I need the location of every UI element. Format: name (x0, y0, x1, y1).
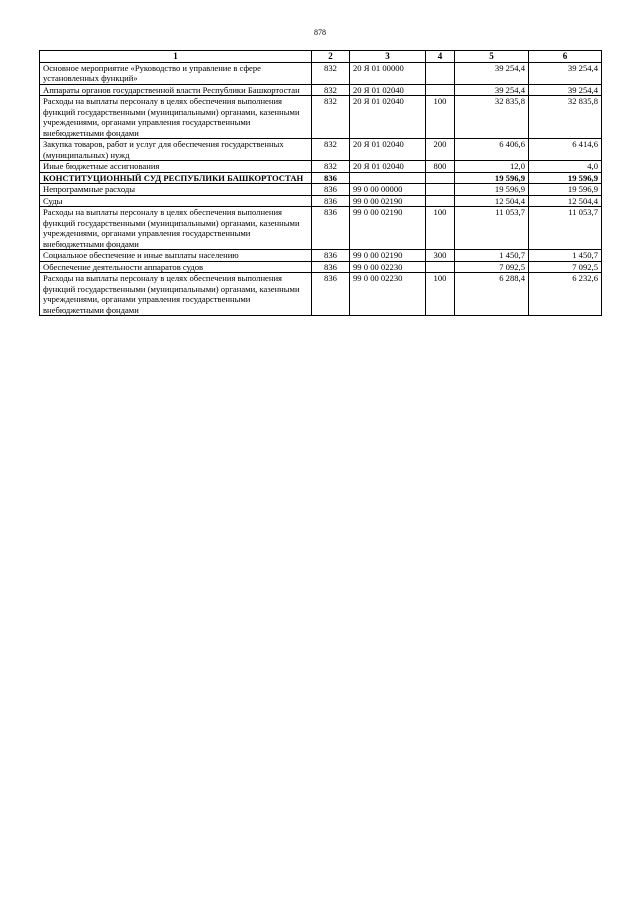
expense-type-cell (426, 84, 455, 96)
amount-cell: 6 414,6 (529, 139, 602, 161)
ministry-code-cell: 836 (312, 273, 350, 316)
target-article-cell: 99 0 00 02230 (350, 261, 426, 273)
target-article-cell: 99 0 00 02230 (350, 273, 426, 316)
table-row (40, 96, 602, 139)
amount-cell: 32 835,8 (455, 96, 529, 139)
amount-cell: 19 596,9 (529, 184, 602, 196)
amount-cell: 6 232,6 (529, 273, 602, 316)
expense-type-cell: 100 (426, 273, 455, 316)
amount-cell: 4,0 (529, 161, 602, 173)
amount-cell: 12 504,4 (455, 195, 529, 207)
row-name-cell: Социальное обеспечение и иные выплаты населению (40, 250, 312, 262)
amount-cell: 32 835,8 (529, 96, 602, 139)
ministry-code-cell: 832 (312, 161, 350, 173)
table-row (40, 207, 602, 250)
amount-cell: 19 596,9 (529, 172, 602, 184)
table-row (40, 250, 602, 262)
amount-cell: 39 254,4 (529, 84, 602, 96)
ministry-code-cell: 836 (312, 195, 350, 207)
target-article-cell: 20 Я 01 02040 (350, 161, 426, 173)
row-name-cell: Основное мероприятие «Руководство и управление в сфере установленных функций» (40, 62, 312, 84)
table-row (40, 172, 602, 184)
column-header-4: 4 (426, 51, 455, 63)
row-name-cell: Закупка товаров, работ и услуг для обеспечения государственных (муниципальных) нужд (40, 139, 312, 161)
target-article-cell: 99 0 00 02190 (350, 195, 426, 207)
expense-type-cell: 100 (426, 96, 455, 139)
target-article-cell: 20 Я 01 02040 (350, 139, 426, 161)
target-article-cell: 99 0 00 00000 (350, 184, 426, 196)
row-name-cell: Непрограммные расходы (40, 184, 312, 196)
amount-cell: 6 288,4 (455, 273, 529, 316)
table-row (40, 84, 602, 96)
table-row (40, 139, 602, 161)
target-article-cell: 20 Я 01 02040 (350, 84, 426, 96)
table-row (40, 184, 602, 196)
expense-type-cell (426, 195, 455, 207)
row-name-cell: Расходы на выплаты персоналу в целях обеспечения выполнения функций государственными (муниципальными) органами, казенными учреждениями, органами управления государственными внебюджетными фондами (40, 96, 312, 139)
page-number: 878 (314, 28, 326, 37)
row-name-cell: Аппараты органов государственной власти Республики Башкортостан (40, 84, 312, 96)
amount-cell: 19 596,9 (455, 172, 529, 184)
budget-table (39, 50, 602, 316)
amount-cell: 7 092,5 (529, 261, 602, 273)
table-row (40, 161, 602, 173)
row-name-cell: КОНСТИТУЦИОННЫЙ СУД РЕСПУБЛИКИ БАШКОРТОСТАН (40, 172, 312, 184)
row-name-cell: Суды (40, 195, 312, 207)
table-header-row (40, 51, 602, 63)
expense-type-cell (426, 172, 455, 184)
target-article-cell (350, 172, 426, 184)
ministry-code-cell: 832 (312, 96, 350, 139)
expense-type-cell (426, 62, 455, 84)
amount-cell: 39 254,4 (529, 62, 602, 84)
ministry-code-cell: 832 (312, 62, 350, 84)
ministry-code-cell: 836 (312, 172, 350, 184)
amount-cell: 19 596,9 (455, 184, 529, 196)
amount-cell: 39 254,4 (455, 84, 529, 96)
ministry-code-cell: 836 (312, 261, 350, 273)
column-header-6: 6 (529, 51, 602, 63)
table-row (40, 273, 602, 316)
ministry-code-cell: 836 (312, 207, 350, 250)
row-name-cell: Иные бюджетные ассигнования (40, 161, 312, 173)
table-row (40, 195, 602, 207)
ministry-code-cell: 836 (312, 250, 350, 262)
column-header-1: 1 (40, 51, 312, 63)
expense-type-cell: 300 (426, 250, 455, 262)
column-header-2: 2 (312, 51, 350, 63)
target-article-cell: 20 Я 01 00000 (350, 62, 426, 84)
column-header-5: 5 (455, 51, 529, 63)
table-row (40, 62, 602, 84)
ministry-code-cell: 832 (312, 139, 350, 161)
table-row (40, 261, 602, 273)
ministry-code-cell: 832 (312, 84, 350, 96)
expense-type-cell: 800 (426, 161, 455, 173)
amount-cell: 11 053,7 (529, 207, 602, 250)
row-name-cell: Обеспечение деятельности аппаратов судов (40, 261, 312, 273)
amount-cell: 1 450,7 (529, 250, 602, 262)
amount-cell: 6 406,6 (455, 139, 529, 161)
amount-cell: 39 254,4 (455, 62, 529, 84)
amount-cell: 12 504,4 (529, 195, 602, 207)
amount-cell: 1 450,7 (455, 250, 529, 262)
expense-type-cell: 100 (426, 207, 455, 250)
amount-cell: 12,0 (455, 161, 529, 173)
row-name-cell: Расходы на выплаты персоналу в целях обеспечения выполнения функций государственными (муниципальными) органами, казенными учреждениями, органами управления государственными внебюджетными фондами (40, 207, 312, 250)
amount-cell: 11 053,7 (455, 207, 529, 250)
ministry-code-cell: 836 (312, 184, 350, 196)
target-article-cell: 99 0 00 02190 (350, 207, 426, 250)
row-name-cell: Расходы на выплаты персоналу в целях обеспечения выполнения функций государственными (муниципальными) органами, казенными учреждениями, органами управления государственными внебюджетными фондами (40, 273, 312, 316)
amount-cell: 7 092,5 (455, 261, 529, 273)
expense-type-cell: 200 (426, 139, 455, 161)
expense-type-cell (426, 184, 455, 196)
column-header-3: 3 (350, 51, 426, 63)
target-article-cell: 99 0 00 02190 (350, 250, 426, 262)
target-article-cell: 20 Я 01 02040 (350, 96, 426, 139)
expense-type-cell (426, 261, 455, 273)
